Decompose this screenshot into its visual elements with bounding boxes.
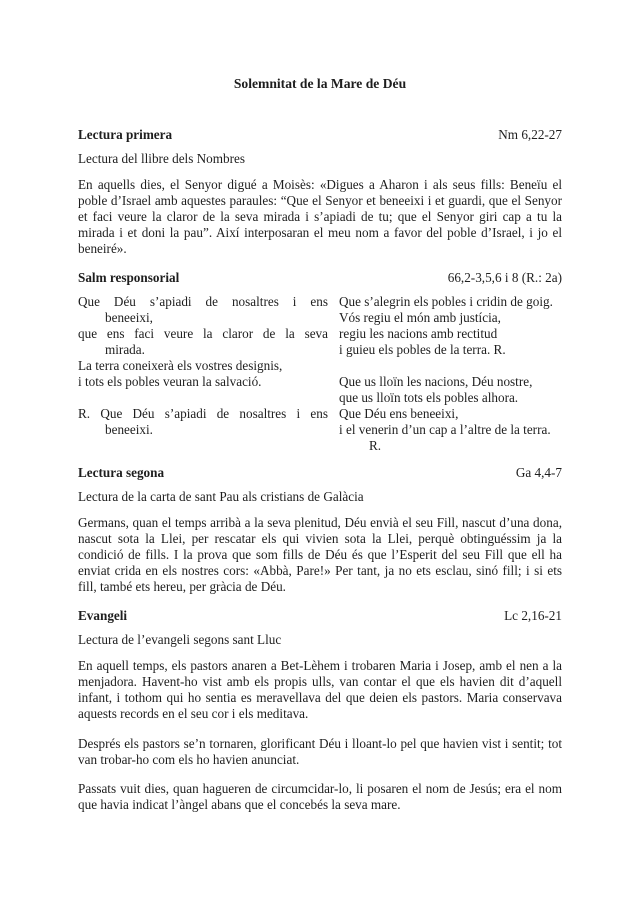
- psalm-right-stanza-2: [339, 374, 595, 454]
- second-reading-reference: Ga 4,4-7: [515, 465, 562, 481]
- second-reading-heading: Lectura segona: [78, 465, 165, 481]
- first-reading-source: Lectura del llibre dels Nombres: [78, 151, 245, 166]
- gospel-paragraph: Passats vuit dies, quan hagueren de circumcidar-lo, li posaren el nom de Jesús; era el nom que havia indicat l’àngel abans que el concebés la seva mare.: [78, 780, 562, 812]
- psalm-response-line: R. Que Déu s’apiadi de nosaltres i ens: [78, 406, 328, 422]
- psalm-response-mark: R.: [369, 438, 382, 454]
- first-reading-reference: Nm 6,22-27: [498, 127, 562, 142]
- psalm-line: que us lloïn tots els pobles alhora.: [339, 390, 519, 406]
- psalm-line: beneeixi,: [105, 310, 153, 326]
- first-reading-body: En aquells dies, el Senyor digué a Moisès: «Digues a Aharon i als seus fills: Beneïu el poble d’Israel amb aquestes paraules: “Que el Senyor et beneeixi i et guardi, que el Senyor et faci veure la claror de la seva mirada i s’apiadi de tu; que el Senyor giri cap a tu la mirada i et doni la pau”. Així interposaran el meu nom a favor del poble d’Israel, i jo el beneiré».: [78, 177, 562, 256]
- psalm-right-column: [339, 294, 595, 454]
- second-reading-body: Germans, quan el temps arribà a la seva plenitud, Déu envià el seu Fill, nascut d’una dona, nascut sota la Llei, per rescatar els qui vivien sota la Llei, perquè obtinguéssim ja la condició de fills. I la prova que som fills de Déu és que l’Esperit del seu Fill que ell ha enviat crida en els nostres cors: «Abbà, Pare!» Per tant, ja no ets esclau, sinó fill; i si ets fill, també ets hereu, per gràcia de Déu.: [78, 515, 562, 595]
- second-reading-heading-row: [78, 465, 562, 481]
- gospel-paragraph: Després els pastors se’n tornaren, glorificant Déu i lloant-lo pel que havien vist i sentit; tot van trobar-ho com els ho havien anunciat.: [78, 735, 562, 767]
- psalm-response-line: beneeixi.: [105, 422, 153, 438]
- psalm-line: Que us lloïn les nacions, Déu nostre,: [339, 374, 533, 390]
- psalm-line: regiu les nacions amb rectitud: [339, 326, 498, 342]
- psalm-line: Que Déu s’apiadi de nosaltres i ens: [78, 294, 328, 310]
- psalm-line: i el venerin d’un cap a l’altre de la terra.: [339, 422, 551, 438]
- psalm-heading-row: [78, 270, 562, 286]
- first-reading-heading-row: [78, 127, 562, 143]
- psalm-left-column: [78, 294, 328, 454]
- psalm-right-stanza-1: [339, 294, 595, 358]
- gospel-reference: Lc 2,16-21: [504, 608, 562, 624]
- gospel-source: Lectura de l’evangeli segons sant Lluc: [78, 632, 282, 648]
- psalm-left-stanza-1: [78, 294, 328, 390]
- gospel-heading: Evangeli: [78, 608, 128, 624]
- page-title: Solemnitat de la Mare de Déu: [233, 76, 407, 91]
- psalm-line: i tots els pobles veuran la salvació.: [78, 374, 262, 390]
- psalm-line: mirada.: [105, 342, 145, 358]
- psalm-line: La terra coneixerà els vostres designis,: [78, 358, 283, 374]
- gospel-heading-row: [78, 608, 562, 624]
- psalm-heading: Salm responsorial: [78, 270, 180, 286]
- second-reading-source: Lectura de la carta de sant Pau als cristians de Galàcia: [78, 489, 364, 505]
- first-reading-heading: Lectura primera: [78, 127, 173, 142]
- gospel-paragraph: En aquell temps, els pastors anaren a Bet-Lèhem i trobaren Maria i Josep, amb el nen a la menjadora. Havent-ho vist amb els propis ulls, van contar el que els havien dit d’aquell infant, i tothom qui ho sentia es meravellava del que deien els pastors. Maria conservava aquests records en el seu cor i els meditava.: [78, 658, 562, 722]
- psalm-reference: 66,2-3,5,6 i 8 (R.: 2a): [447, 270, 562, 286]
- psalm-columns: [78, 294, 595, 454]
- psalm-line: Que s’alegrin els pobles i cridin de goig.: [339, 294, 553, 310]
- psalm-line: que ens faci veure la claror de la seva: [78, 326, 328, 342]
- psalm-left-stanza-2: [78, 406, 328, 438]
- psalm-line: Vós regiu el món amb justícia,: [339, 310, 501, 326]
- psalm-line: Que Déu ens beneeixi,: [339, 406, 459, 422]
- psalm-line: i guieu els pobles de la terra. R.: [339, 342, 506, 358]
